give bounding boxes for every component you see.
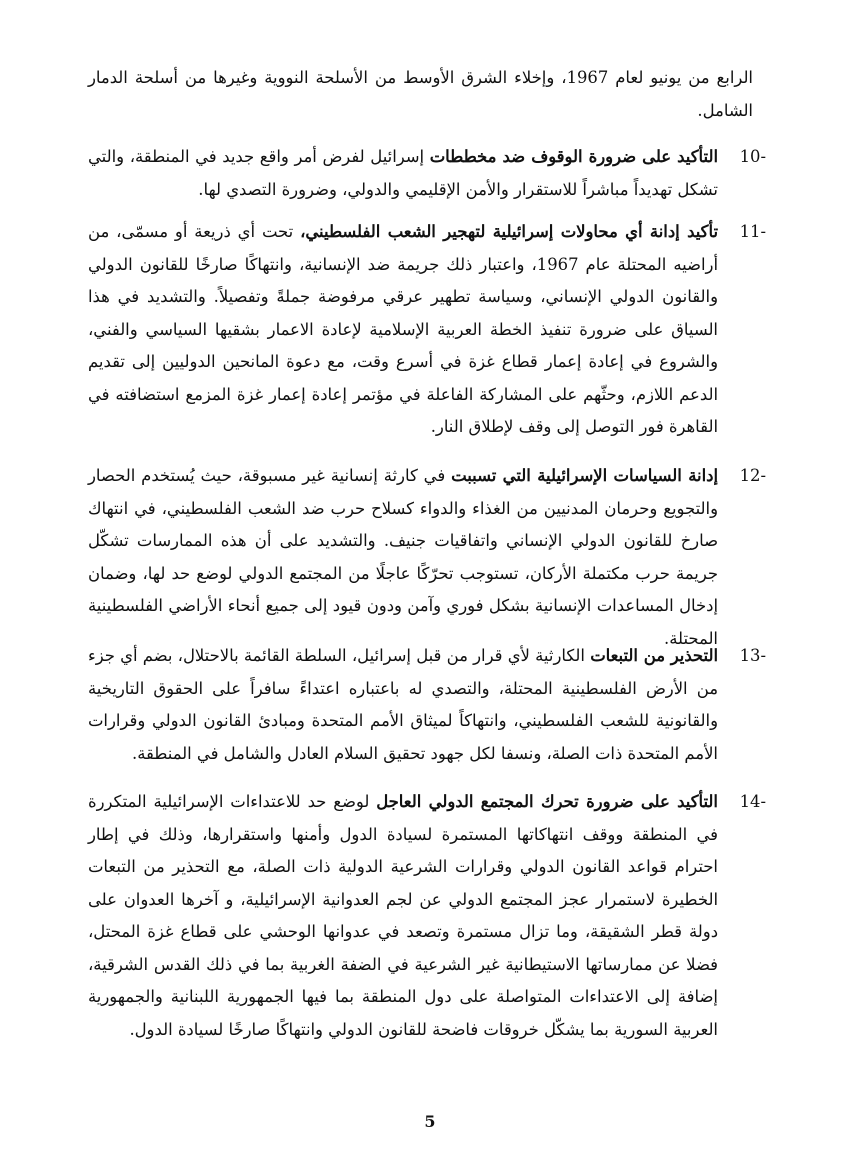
list-item-10 [88,141,766,206]
item-text: تحت أي ذريعة أو مسمّى، من أراضيه المحتلة عام 1967، واعتبار ذلك جريمة ضد الإنسانية، وانتهاكًا صارخًا للقانون الدولي والقانون الدولي الإنساني، وسياسة تطهير عرقي مرفوضة جملةً وتفصيلاً. والتشديد في هذا السياق على ضرورة تنفيذ الخطة العربية الإسلامية لإعادة الاعمار بشقيها السياسي والفني، والشروع في إعادة إعمار قطاع غزة في أسرع وقت، مع دعوة المانحين الدوليين إلى تقديم الدعم اللازم، وحثّهم على المشاركة الفاعلة في مؤتمر إعادة إعمار غزة المزمع استضافته في القاهرة فور التوصل إلى وقف لإطلاق النار. [88,222,719,436]
item-lead: التأكيد على ضرورة الوقوف ضد مخططات [429,147,719,166]
item-number: 12- [739,466,766,485]
item-body [88,141,718,206]
continuation-paragraph: الرابع من يونيو لعام 1967، وإخلاء الشرق الأوسط من الأسلحة النووية وغيرها من أسلحة الدمار الشامل. [88,68,753,120]
item-lead: التأكيد على ضرورة تحرك المجتمع الدولي العاجل [376,792,718,811]
item-body [88,640,718,770]
list-item-11 [88,216,766,444]
item-number: 10- [739,147,766,166]
page-number: 5 [424,1112,436,1131]
list-item-14 [88,786,766,1046]
item-number: 13- [739,646,766,665]
item-body [88,460,718,655]
item-lead: تأكيد إدانة أي محاولات إسرائيلية لتهجير الشعب الفلسطيني، [300,222,719,241]
list-item-12 [88,460,766,655]
item-text: الكارثية لأي قرار من قبل إسرائيل، السلطة القائمة بالاحتلال، بضم أي جزء من الأرض الفلسطينية المحتلة، والتصدي له باعتباره اعتداءً سافراً على الحقوق التاريخية والقانونية للشعب الفلسطيني، وانتهاكاً لميثاق الأمم المتحدة ومبادئ القانون الدولي وقرارات الأمم المتحدة ذات الصلة، ونسفا لكل جهود تحقيق السلام العادل والشامل في المنطقة. [88,646,718,763]
item-number: 14- [739,792,766,811]
item-body [88,216,718,444]
item-text: في كارثة إنسانية غير مسبوقة، حيث يُستخدم الحصار والتجويع وحرمان المدنيين من الغذاء والدواء كسلاح حرب ضد الشعب الفلسطيني، في انتهاك صارخ للقانون الدولي الإنساني واتفاقيات جنيف. والتشديد على أن هذه الممارسات تشكّل جريمة حرب مكتملة الأركان، تستوجب تحرّكًا عاجلًا من المجتمع الدولي لوضع حد لها، وضمان إدخال المساعدات الإنسانية بشكل فوري وآمن ودون قيود إلى جميع أنحاء الأراضي الفلسطينية المحتلة. [88,466,718,648]
item-body [88,786,718,1046]
item-text: لوضع حد للاعتداءات الإسرائيلية المتكررة في المنطقة ووقف انتهاكاتها المستمرة لسيادة الدول وأمنها واستقرارها، وذلك في إطار احترام قواعد القانون الدولي وقرارات الشرعية الدولية ذات الصلة، مع التحذير من التبعات الخطيرة لاستمرار عجز المجتمع الدولي عن لجم العدوانية الإسرائيلية، و آخرها العدوان على دولة قطر الشقيقة، وما تزال مستمرة وتصعد في عدوانها الوحشي على قطاع غزة المحتل، فضلا عن ممارساتها الاستيطانية غير الشرعية في الضفة الغربية بما في ذلك القدس الشرقية، إضافة إلى الاعتداءات المتواصلة على دول المنطقة بما فيها الجمهورية اللبنانية والجمهورية العربية السورية بما يشكّل خروقات فاضحة للقانون الدولي وانتهاكًا صارخًا لسيادة الدول. [88,792,718,1039]
list-item-13 [88,640,766,770]
item-number: 11- [739,222,766,241]
item-lead: إدانة السياسات الإسرائيلية التي تسببت [451,466,718,485]
item-lead: التحذير من التبعات [590,646,718,665]
item-text: إسرائيل لفرض أمر واقع جديد في المنطقة، والتي تشكل تهديداً مباشراً للاستقرار والأمن الإقليمي والدولي، وضرورة التصدي لها. [88,147,718,199]
